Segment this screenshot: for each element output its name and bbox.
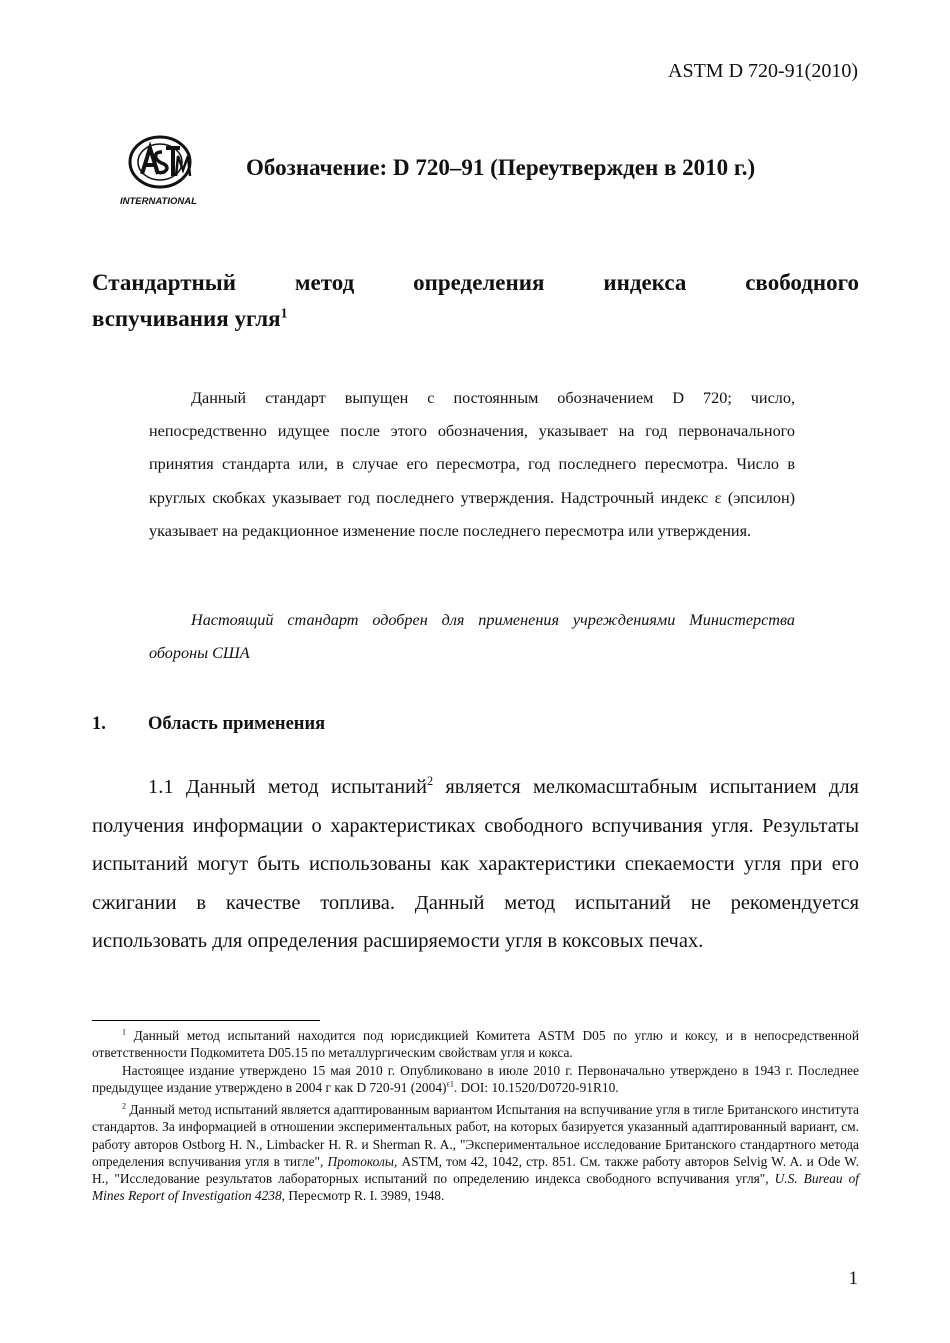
paragraph-footnote-ref: 2 (426, 774, 434, 789)
paragraph-lead: 1.1 Данный метод испытаний (148, 776, 427, 798)
paragraph-1-1 (92, 768, 859, 961)
footnote-2-mark: 2 (122, 1101, 127, 1111)
title-line-2: вспучивания угля (92, 306, 281, 331)
document-title (92, 265, 859, 337)
footnote-1 (92, 1027, 859, 1062)
footnote-2-text-a: Данный метод испытаний является адаптированным вариантом Испытания на вспучивание угля в тигле Британского института стандартов. За информацией в отношении экспериментальных работ, на которых базируется указанный адаптированный вариант, см. работу авторов Ostborg H. N., Limbacker H. R. и Sherman R. A., "Экспериментальное исследование Британского стандартного метода определения вспучивания угля в тигле", (92, 1102, 859, 1169)
dod-approval-notice: Настоящий стандарт одобрен для применения учреждениями Министерства обороны США (149, 611, 795, 663)
document-designation: Обозначение: D 720–91 (Переутвержден в 2010 г.) (246, 155, 756, 180)
footnote-2-text-c: Пересмотр R. I. 3989, 1948. (285, 1188, 445, 1204)
footnote-1-mark: 1 (122, 1027, 127, 1037)
section-number: 1. (92, 714, 106, 734)
standard-notice: Данный стандарт выпущен с постоянным обозначением D 720; число, непосредственно идущее после этого обозначения, указывает на год первоначального принятия стандарта или, в случае его пересмотра, год последнего пересмотра. Число в круглых скобках указывает год последнего утверждения. Надстрочный индекс ε (эпсилон) указывает на редакционное изменение после последнего пересмотра или утверждения. (149, 389, 795, 540)
edition-doi: . DOI: 10.1520/D0720-91R10. (453, 1080, 619, 1096)
paragraph-body: является мелкомасштабным испытанием для получения информации о характеристиках свободного вспучивания угля. Результаты испытаний могут быть использованы как характеристики спекаемости угля при его сжигании в качестве топлива. Данный метод испытаний не рекомендуется использовать для определения расширяемости угля в коксовых печах. (92, 776, 859, 952)
footnote-2-italic-2: U.S. Bureau of Mines Report of Investigation 4238, (92, 1171, 859, 1204)
footnote-divider (92, 1020, 320, 1021)
edition-text: Настоящее издание утверждено 15 мая 2010 г. Опубликовано в июле 2010 г. Первоначально утверждено в 1943 г. Последнее предыдущее издание утверждено в 2004 г как D 720-91 (2004) (92, 1063, 859, 1096)
edition-epsilon: ε1 (446, 1079, 454, 1089)
document-code: ASTM D 720-91(2010) (668, 60, 858, 82)
title-line-1: Стандартный метод определения индекса свободного (92, 270, 859, 295)
footnote-1-text: Данный метод испытаний находится под юрисдикцией Комитета ASTM D05 по углю и коксу, и в непосредственной ответственности Подкомитета D05.15 по металлургическим свойствам угля и кокса. (92, 1028, 859, 1061)
section-heading (92, 714, 325, 735)
footnote-2 (92, 1101, 859, 1205)
footnote-1-edition (92, 1062, 859, 1097)
footnote-2-italic-1: Протоколы, (327, 1153, 398, 1169)
page-number: 1 (848, 1268, 858, 1289)
astm-logo (118, 134, 202, 208)
title-footnote-ref: 1 (280, 305, 288, 321)
section-title: Область применения (148, 714, 326, 734)
footnote-2-text-b: ASTM, том 42, 1042, стр. 851. См. также работу авторов Selvig W. A. и Ode W. H., "Исследование результатов лабораторных испытаний по определению индекса свободного вспучивания угля", (92, 1153, 859, 1187)
astm-logo-icon (118, 134, 202, 208)
svg-text:INTERNATIONAL: INTERNATIONAL (120, 196, 197, 207)
